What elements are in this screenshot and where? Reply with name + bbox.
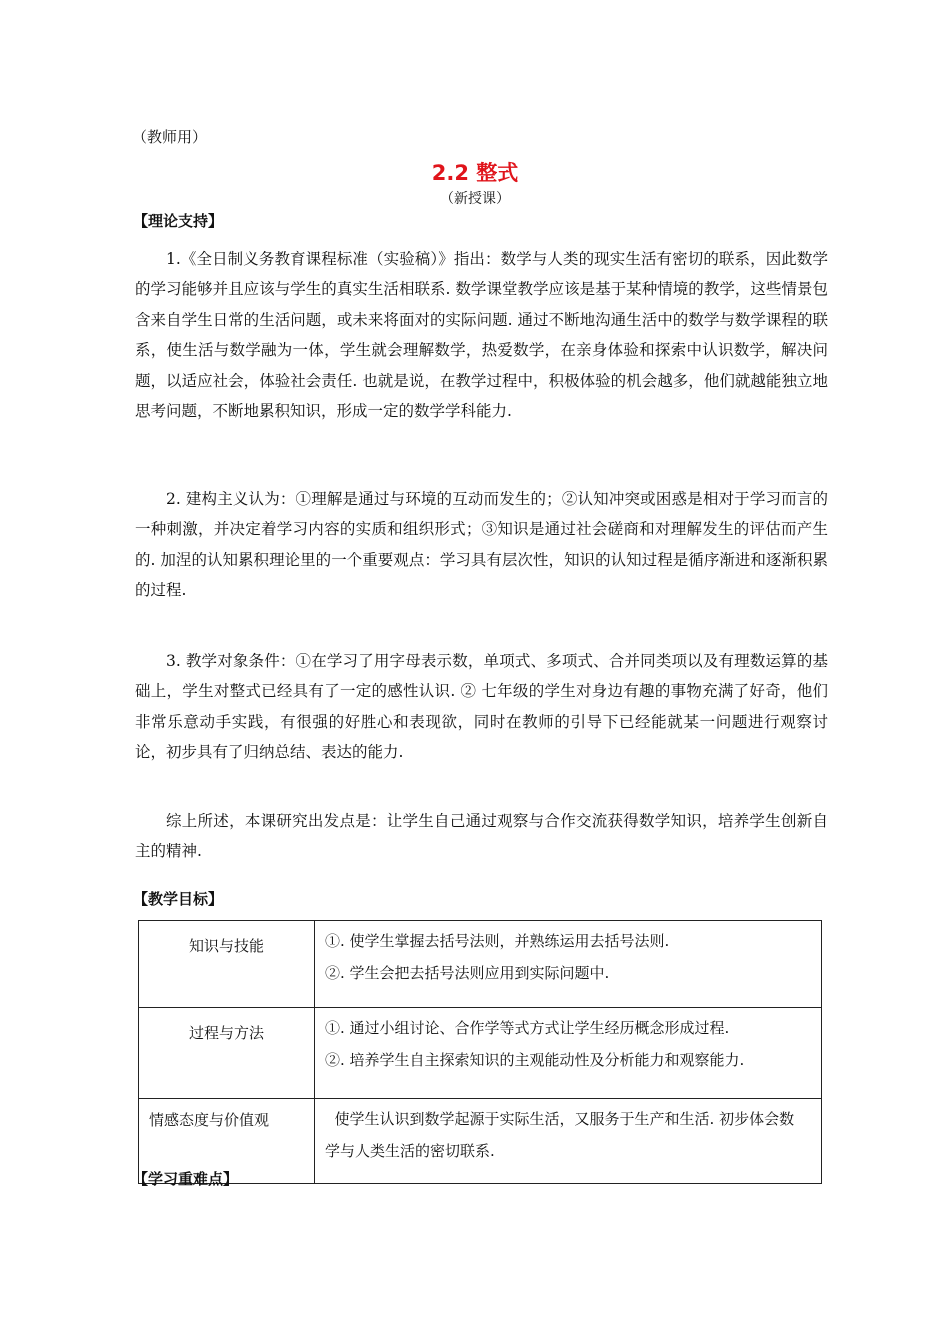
table-row: [139, 1008, 822, 1099]
goal-item: ②. 培养学生自主探索知识的主观能动性及分析能力和观察能力.: [325, 1051, 745, 1069]
table-row: [139, 921, 822, 1008]
theory-paragraph-3: 3. 教学对象条件：①在学习了用字母表示数，单项式、多项式、合并同类项以及有理数运算的基础上，学生对整式已经具有了一定的感性认识. ② 七年级的学生对身边有趣的事物充满了好奇，他们非常乐意动手实践，有很强的好胜心和表现欲，同时在教师的引导下已经能就某一问题进行观察讨论，初步具有了归纳总结、表达的能力.: [135, 652, 828, 762]
audience-label: （教师用）: [132, 128, 208, 146]
theory-summary: 综上所述，本课研究出发点是：让学生自己通过观察与合作交流获得数学知识，培养学生创新自主的精神.: [135, 812, 828, 861]
difficulty-heading: 【学习重难点】: [133, 1170, 239, 1188]
goal-content: [315, 1008, 822, 1099]
goal-item: ②. 学生会把去括号法则应用到实际问题中.: [325, 964, 610, 982]
theory-heading: 【理论支持】: [133, 212, 224, 230]
goals-heading: 【教学目标】: [133, 890, 224, 908]
table-row: [139, 1099, 822, 1184]
goal-item: ①. 通过小组讨论、合作学等式方式让学生经历概念形成过程.: [325, 1019, 730, 1037]
goal-content: [315, 1099, 822, 1184]
goal-item: ①. 使学生掌握去括号法则，并熟练运用去括号法则.: [325, 932, 670, 950]
page-title: 2.2 整式: [431, 161, 519, 185]
goal-content: [315, 921, 822, 1008]
theory-paragraph-2: 2. 建构主义认为：①理解是通过与环境的互动而发生的；②认知冲突或困惑是相对于学习而言的一种刺激，并决定着学习内容的实质和组织形式；③知识是通过社会磋商和对理解发生的评估而产生的. 加涅的认知累积理论里的一个重要观点：学习具有层次性，知识的认知过程是循序渐进和逐渐积累的过程.: [135, 490, 828, 600]
goals-table: [138, 920, 822, 1184]
lesson-type: （新授课）: [440, 191, 510, 207]
goal-category: 知识与技能: [139, 921, 315, 1008]
goal-category: 情感态度与价值观: [139, 1099, 315, 1184]
theory-paragraph-1: 1.《全日制义务教育课程标准（实验稿）》指出：数学与人类的现实生活有密切的联系，因此数学的学习能够并且应该与学生的真实生活相联系. 数学课堂教学应该是基于某种情境的教学，这些情景包含来自学生日常的生活问题，或未来将面对的实际问题. 通过不断地沟通生活中的数学与数学课程的联系，使生活与数学融为一体，学生就会理解数学，热爱数学，在亲身体验和探索中认识数学，解决问题，以适应社会，体验社会责任. 也就是说，在教学过程中，积极体验的机会越多，他们就越能独立地思考问题，不断地累积知识，形成一定的数学学科能力.: [135, 250, 828, 421]
goal-category: 过程与方法: [139, 1008, 315, 1099]
goal-item: 使学生认识到数学起源于实际生活，又服务于生产和生活. 初步体会数学与人类生活的密切联系.: [325, 1110, 795, 1160]
